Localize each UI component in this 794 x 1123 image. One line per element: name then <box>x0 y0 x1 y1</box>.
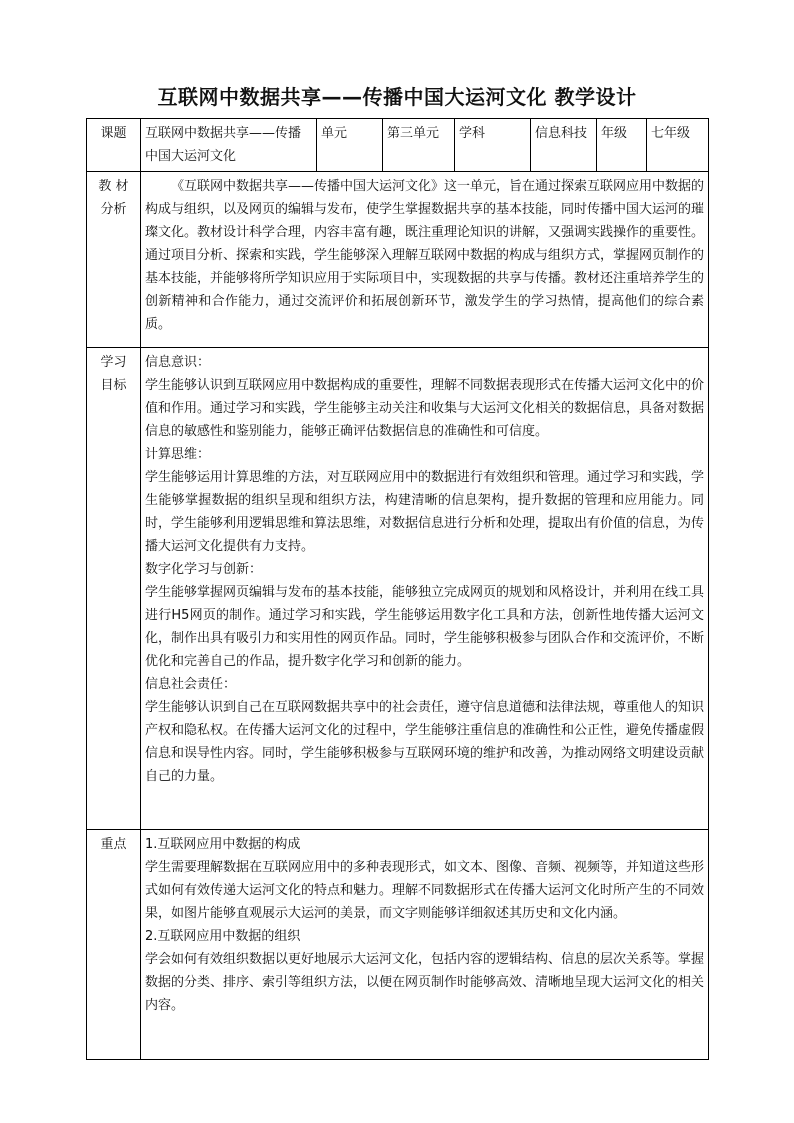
keypoint-1-heading: 1.互联网应用中数据的构成 <box>145 837 301 852</box>
objective-3-text: 学生能够掌握网页编辑与发布的基本技能，能够独立完成网页的规划和风格设计，并利用在线工具进行H5网页的制作。通过学习和实践，学生能够运用数字化工具和方法，创新性地传播大运河文化，制作出具有吸引力和实用性的网页作品。同时，学生能够积极参与团队合作和交流评价，不断优化和完善自己的作品，提升数字化学习和创新的能力。 <box>145 585 705 669</box>
objective-3-heading: 数字化学习与创新： <box>145 562 263 577</box>
keypoint-2-text: 学会如何有效组织数据以更好地展示大运河文化，包括内容的逻辑结构、信息的层次关系等。掌握数据的分类、排序、索引等组织方法，以便在网页制作时能够高效、清晰地呈现大运河文化的相关内容。 <box>145 952 705 1013</box>
topic-label: 课题 <box>87 119 141 172</box>
grade-value: 七年级 <box>647 119 709 172</box>
keypoint-2-heading: 2.互联网应用中数据的组织 <box>145 929 301 944</box>
objective-2-text: 学生能够运用计算思维的方法，对互联网应用中的数据进行有效组织和管理。通过学习和实践，学生能够掌握数据的组织呈现和组织方法，构建清晰的信息架构，提升数据的管理和应用能力。同时，学生能够利用逻辑思维和算法思维，对数据信息进行分析和处理，提取出有价值的信息，为传播大运河文化提供有力支持。 <box>145 470 705 554</box>
objective-1-heading: 信息意识： <box>145 355 211 370</box>
unit-value: 第三单元 <box>383 119 455 172</box>
objectives-cell <box>141 348 709 830</box>
material-row <box>87 172 709 348</box>
objectives-label: 学习 目标 <box>87 348 141 830</box>
keypoints-cell <box>141 830 709 1060</box>
unit-label: 单元 <box>317 119 383 172</box>
grade-label: 年级 <box>597 119 647 172</box>
subject-label: 学科 <box>455 119 531 172</box>
material-label: 教 材 分析 <box>87 172 141 348</box>
objective-2-heading: 计算思维： <box>145 447 211 462</box>
objective-4-text: 学生能够认识到自己在互联网数据共享中的社会责任，遵守信息道德和法律法规，尊重他人的知识产权和隐私权。在传播大运河文化的过程中，学生能够注重信息的准确性和公正性，避免传播虚假信息和误导性内容。同时，学生能够积极参与互联网环境的维护和改善，为推动网络文明建设贡献自己的力量。 <box>145 700 705 784</box>
objectives-row <box>87 348 709 830</box>
objective-1-text: 学生能够认识到互联网应用中数据构成的重要性，理解不同数据表现形式在传播大运河文化中的价值和作用。通过学习和实践，学生能够主动关注和收集与大运河文化相关的数据信息，具备对数据信息的敏感性和鉴别能力，能够正确评估数据信息的准确性和可信度。 <box>145 378 705 439</box>
keypoint-1-text: 学生需要理解数据在互联网应用中的多种表现形式，如文本、图像、音频、视频等，并知道这些形式如何有效传递大运河文化的特点和魅力。理解不同数据形式在传播大运河文化时所产生的不同效果，如图片能够直观展示大运河的美景，而文字则能够详细叙述其历史和文化内涵。 <box>145 860 705 921</box>
lesson-plan-table <box>86 118 709 1060</box>
topic-value: 互联网中数据共享——传播中国大运河文化 <box>141 119 317 172</box>
keypoints-row <box>87 830 709 1060</box>
objective-4-heading: 信息社会责任： <box>145 677 237 692</box>
material-text: 《互联网中数据共享——传播中国大运河文化》这一单元，旨在通过探索互联网应用中数据的构成与组织，以及网页的编辑与发布，使学生掌握数据共享的基本技能，同时传播中国大运河的璀璨文化。教材设计科学合理，内容丰富有趣，既注重理论知识的讲解，又强调实践操作的重要性。通过项目分析、探索和实践，学生能够深入理解互联网中数据的构成与组织方式，掌握网页制作的基本技能，并能够将所学知识应用于实际项目中，实现数据的共享与传播。教材还注重培养学生的创新精神和合作能力，通过交流评价和拓展创新环节，激发学生的学习热情，提高他们的综合素质。 <box>145 179 705 332</box>
material-cell <box>141 172 709 348</box>
keypoints-label: 重点 <box>87 830 141 1060</box>
document-title: 互联网中数据共享——传播中国大运河文化 教学设计 <box>157 85 637 109</box>
header-row <box>87 119 709 172</box>
subject-value: 信息科技 <box>531 119 597 172</box>
